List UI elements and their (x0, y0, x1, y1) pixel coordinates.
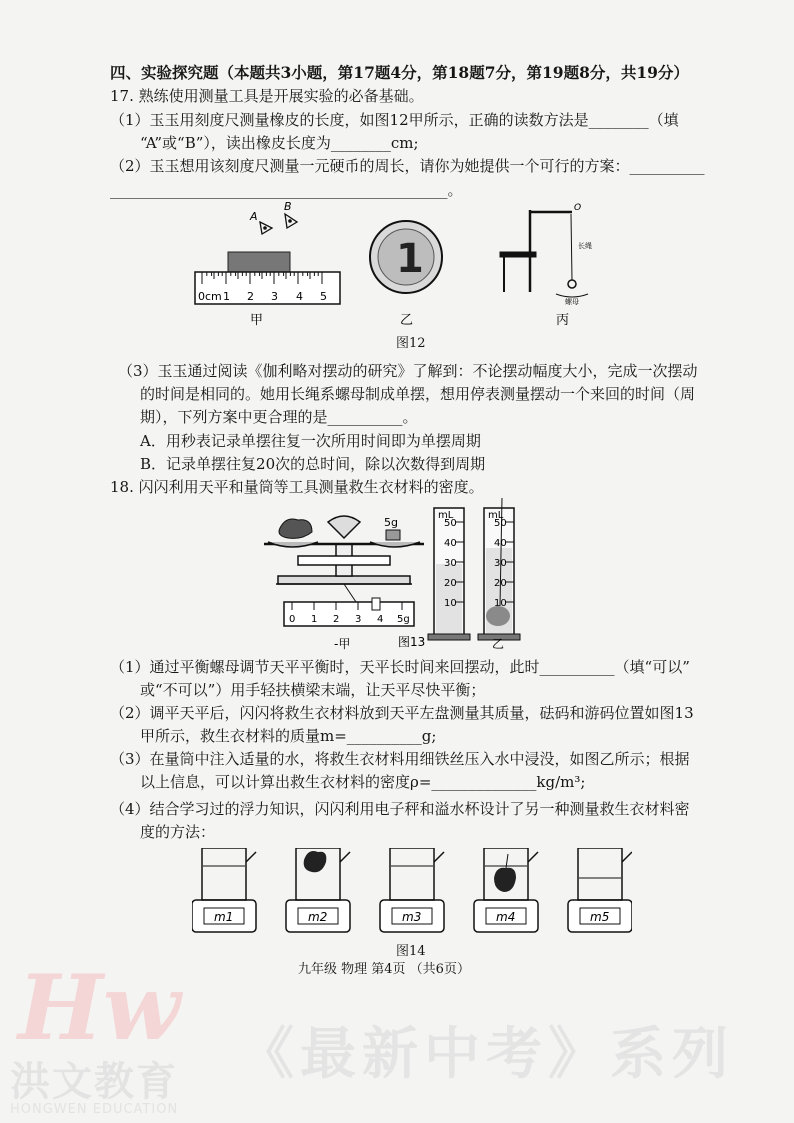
svg-text:10: 10 (444, 598, 457, 609)
q17-option-a: A．用秒表记录单摆往复一次所用时间即为单摆周期 (140, 432, 481, 450)
svg-text:5g: 5g (384, 516, 398, 529)
scale-m3 (380, 848, 444, 932)
q17-part2-line2: _____________________________________________。 (110, 181, 463, 199)
svg-text:50: 50 (494, 518, 507, 529)
fig12-label-yi: 乙 (400, 313, 414, 328)
svg-text:4: 4 (377, 614, 384, 625)
fig12-label-bing: 丙 (556, 313, 570, 328)
svg-text:m2: m2 (308, 910, 328, 924)
q18-part3-line2: 以上信息，可以计算出救生衣材料的密度ρ=______________kg/m³; (140, 773, 586, 791)
fig12-jia-ruler (195, 252, 340, 304)
series-watermark: 《最新中考》系列 (238, 1022, 734, 1087)
section-title: 四、实验探究题（本题共3小题，第17题4分，第18题7分，第19题8分，共19分） (110, 63, 689, 82)
svg-text:1: 1 (311, 614, 318, 625)
q18-part1-line1: （1）通过平衡螺母调节天平平衡时，天平长时间来回摆动，此时__________（填“可以” (110, 658, 690, 676)
scale-m5 (568, 848, 632, 932)
page-footer: 九年级 物理 第4页 （共6页） (298, 962, 470, 977)
graduated-cylinder-empty (428, 508, 470, 640)
q18-part4-line2: 度的方法： (140, 823, 216, 841)
fig12-caption: 图12 (396, 336, 426, 351)
svg-text:mL: mL (438, 510, 454, 521)
svg-text:40: 40 (444, 538, 457, 549)
ruler-tick-4: 4 (296, 290, 303, 303)
pendulum-icon (500, 210, 588, 297)
q18-part2-line2: 甲所示，救生衣材料的质量m=__________g; (140, 727, 437, 745)
slider-scale (284, 598, 414, 626)
q18-part4-line1: （4）结合学习过的浮力知识，闪闪利用电子秤和溢水杯设计了另一种测量救生衣材料密 (110, 800, 690, 818)
svg-text:50: 50 (444, 518, 457, 529)
svg-text:30: 30 (444, 558, 457, 569)
q17-part1-line1: （1）玉玉用刻度尺测量橡皮的长度，如图12甲所示，正确的读数方法是________（填 (110, 111, 679, 129)
svg-text:5g: 5g (397, 614, 410, 625)
pendulum-nut-label: 螺母 (565, 298, 579, 306)
svg-text:1: 1 (396, 236, 424, 282)
ruler-tick-3: 3 (271, 290, 278, 303)
svg-text:mL: mL (488, 510, 504, 521)
svg-text:2: 2 (333, 614, 340, 625)
svg-text:m1: m1 (214, 910, 234, 924)
svg-text:A: A (250, 210, 258, 223)
figure-14 (192, 848, 632, 948)
svg-text:0: 0 (289, 614, 296, 625)
svg-text:20: 20 (444, 578, 457, 589)
scale-m4 (474, 848, 538, 932)
lifejacket-sample-on-pan (279, 519, 312, 538)
ruler-tick-1: 1 (223, 290, 230, 303)
q17-part1-line2: “A”或“B”），读出橡皮长度为________cm; (140, 134, 419, 152)
fig12-label-jia: 甲 (250, 313, 264, 328)
eye-a-icon (249, 210, 272, 234)
q17-stem: 17. 熟练使用测量工具是开展实验的必备基础。 (110, 87, 424, 105)
graduated-cylinder-with-sample (478, 498, 520, 640)
ruler-tick-2: 2 (247, 290, 254, 303)
svg-text:m5: m5 (590, 910, 610, 924)
svg-text:30: 30 (494, 558, 507, 569)
brand-name-watermark: 洪文教育 (10, 1059, 178, 1105)
weight-5g-icon (384, 516, 400, 540)
brand-logo-watermark: Hw (18, 955, 181, 1061)
scale-m1 (192, 848, 256, 932)
ruler-tick-0: 0cm (198, 290, 222, 303)
q17-part3-line1: （3）玉玉通过阅读《伽利略对摆动的研究》了解到：不论摆动幅度大小，完成一次摆动 (118, 362, 698, 380)
pendulum-rope-label: 长绳 (578, 242, 592, 250)
svg-text:20: 20 (494, 578, 507, 589)
svg-text:m3: m3 (402, 910, 422, 924)
q17-part3-line2: 的时间是相同的。她用长绳系螺母制成单摆，想用停表测量摆动一个来回的时间（周 (140, 385, 696, 403)
eye-b-icon (284, 200, 297, 228)
brand-english-watermark: HONGWEN EDUCATION (10, 1102, 179, 1117)
svg-text:3: 3 (355, 614, 362, 625)
fig13-label-jia: -甲 (334, 637, 351, 650)
scale-m2 (286, 848, 350, 932)
svg-text:10: 10 (494, 598, 507, 609)
figure-13 (258, 498, 548, 650)
ruler-tick-5: 5 (320, 290, 327, 303)
svg-text:m4: m4 (496, 910, 516, 924)
q17-part3-line3: 期），下列方案中更合理的是__________。 (140, 408, 418, 426)
fig13-caption: 图13 (398, 635, 426, 649)
q18-part3-line1: （3）在量筒中注入适量的水，将救生衣材料用细铁丝压入水中浸没，如图乙所示；根据 (110, 750, 690, 768)
pendulum-point-o: O (574, 203, 582, 213)
q18-stem: 18. 闪闪利用天平和量筒等工具测量救生衣材料的密度。 (110, 478, 484, 496)
coin-icon (370, 221, 442, 293)
q17-part2-line1: （2）玉玉想用该刻度尺测量一元硬币的周长，请你为她提供一个可行的方案：__________ (110, 157, 705, 175)
svg-text:B: B (284, 200, 292, 213)
q17-option-b: B．记录单摆往复20次的总时间，除以次数得到周期 (140, 455, 486, 473)
q18-part2-line1: （2）调平天平后，闪闪将救生衣材料放到天平左盘测量其质量，砝码和游码位置如图13 (110, 704, 694, 722)
svg-text:40: 40 (494, 538, 507, 549)
fig14-caption: 图14 (396, 944, 426, 959)
q18-part1-line2: 或“不可以”）用手轻扶横梁末端，让天平尽快平衡； (140, 681, 486, 699)
fig13-label-yi: 乙 (492, 637, 505, 650)
